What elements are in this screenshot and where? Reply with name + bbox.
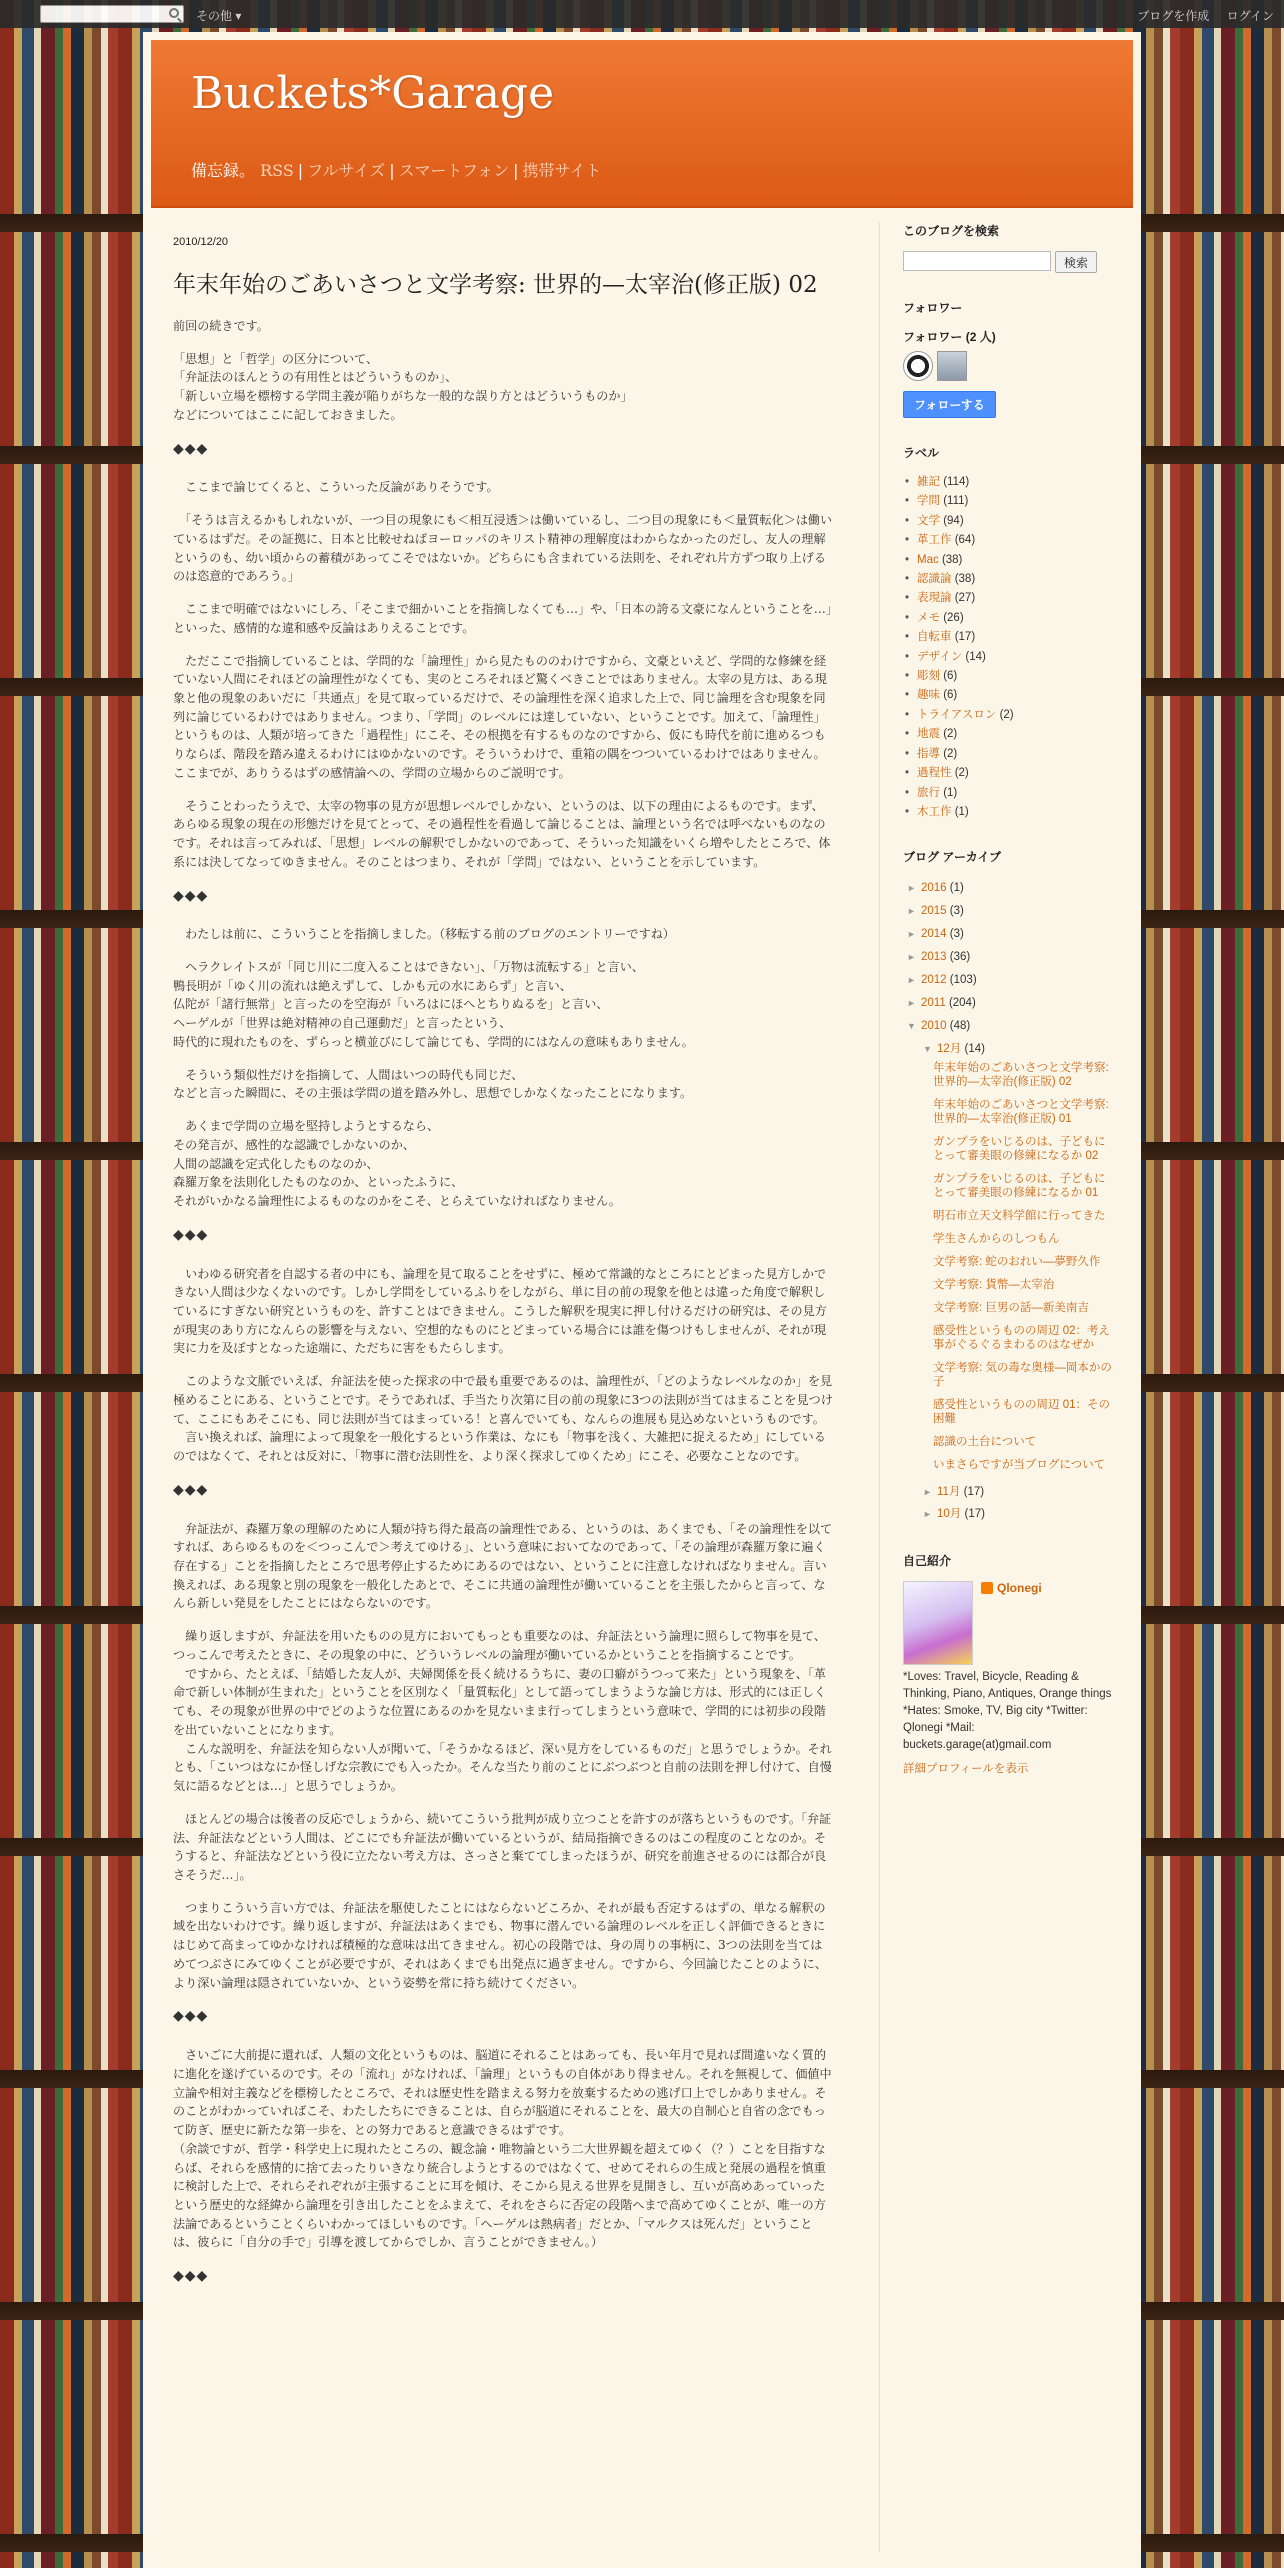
section-separator: ◆◆◆: [173, 2268, 209, 2285]
archive-title: ブログ アーカイブ: [903, 850, 1002, 865]
archive-count: (3): [949, 928, 964, 941]
archive-posts-container: [903, 1061, 1113, 1472]
label-item: [903, 667, 1113, 686]
smartphone-link[interactable]: スマートフォン: [398, 161, 510, 180]
label-count: (111): [943, 495, 969, 508]
archive-item: [903, 877, 1113, 900]
archive-list: [903, 877, 1113, 1526]
post-paragraph: そうことわったうえで、太宰の物事の見方が思想レベルでしかない、というのは、以下の理由によるものです。まず、あらゆる現象の現在の形態だけを見てとって、その過程性を看過して論じることは、論理という名では呼べないものなのです。それは言ってみれば、「思想」レベルの解釈でしかないのであって、そういった知識をいくら増やしたところで、体系には決してなってゆきません。そのことはつまり、それが「学問」ではない、ということを示しています。: [173, 798, 831, 869]
label-link[interactable]: メモ: [917, 611, 940, 624]
label-item: [903, 764, 1113, 783]
post-title[interactable]: 年末年始のごあいさつと文学考察: 世界的—太宰治(修正版) 02: [173, 272, 818, 298]
section-separator: ◆◆◆: [173, 1226, 209, 1243]
archive-item: [903, 1503, 1113, 1526]
login-link[interactable]: ログイン: [1226, 9, 1274, 23]
label-count: (6): [943, 689, 958, 702]
post-paragraph: わたしは前に、こういうことを指摘しました。（移転する前のブログのエントリーですね）: [173, 927, 675, 942]
post-paragraph: ここまで論じてくると、こういった反論がありそうです。: [173, 480, 499, 495]
blogger-icon: [981, 1582, 993, 1594]
archive-post-link[interactable]: 感受性というものの周辺 01：その困難: [933, 1398, 1110, 1425]
label-count: (38): [941, 553, 963, 566]
label-count: (2): [943, 728, 958, 741]
archive-post-item: [903, 1098, 1113, 1126]
archive-posts: [903, 1061, 1113, 1472]
archive-post-item: [903, 1361, 1113, 1389]
toggle-icon[interactable]: ►: [907, 906, 916, 917]
main-column: [173, 222, 833, 2306]
archive-link[interactable]: 2015: [921, 905, 947, 918]
labels-title: ラベル: [903, 446, 940, 460]
follow-button[interactable]: フォローする: [903, 391, 996, 418]
post-paragraph: 「思想」と「哲学」の区分について、 「弁証法のほんとうの有用性とはどういうものか」、 「新しい立場を標榜する学問主義が陥りがちな一般的な誤り方とはどういうものか」 などについてはここに記しておきました。: [173, 351, 633, 422]
archive-count: (3): [949, 905, 964, 918]
archive-post-link[interactable]: 感受性というものの周辺 02：考え事がぐるぐるまわるのはなぜか: [933, 1324, 1110, 1351]
profile-text: *Loves: Travel, Bicycle, Reading & Thinking, Piano, Antiques, Orange things *Hates: Smoke, TV, Big city *Twitter: Qlonegi *Mail: buckets.garage(at)gmail.com: [903, 1671, 1112, 1752]
profile-avatar[interactable]: [903, 1581, 973, 1665]
profile-widget: [903, 1552, 1113, 1776]
post-paragraph: 前回の続きです。: [173, 319, 269, 333]
archive-post-link[interactable]: ガンプラをいじるのは、子どもにとって審美眼の修練になるか 01: [933, 1172, 1106, 1199]
archive-count: (36): [949, 951, 971, 964]
archive-post-item: [903, 1301, 1113, 1315]
archive-count: (14): [964, 1042, 985, 1055]
archive-item: [903, 992, 1113, 1015]
archive-post-item: [903, 1324, 1113, 1352]
label-item: [903, 551, 1113, 570]
label-count: (2): [999, 708, 1014, 721]
post-paragraph: 弁証法が、森羅万象の理解のために人類が持ち得た最高の論理性である、というのは、あくまでも、「その論理性を以てすれば、あらゆるものを＜つっこんで＞考えてゆける」、という意味においてなのであって、「その論理が森羅万象に遍く存在する」ことを指摘したところで思考停止するためにあるのではない、ということに注意しなければなりません。言い換えれば、ある現象と別の現象を一般化したあとで、そこに共通の論理性が働いていることを主張したからと言って、なんら新しい発見をしたことにはならないのです。: [173, 1521, 833, 1611]
label-count: (94): [943, 514, 964, 527]
archive-link[interactable]: 11月: [937, 1485, 961, 1498]
archive-post-link[interactable]: 文学考察: 貨幣—太宰治: [933, 1278, 1055, 1291]
search-icon[interactable]: [169, 8, 179, 18]
post-paragraph: 繰り返しますが、弁証法を用いたものの見方においてもっとも重要なのは、弁証法という論理に照らして物事を見て、つっこんで考えたときに、その現象の中に、どういうレベルの論理が働いているかということを指摘することです。 ですから、たとえば、「結婚した友人が、夫婦関係を長く続けるうちに、妻の口癖がうつって来た」という現象を、「革命で新しい体制が生まれた」ということを区別なく「量質転化」として語ってしまうような論じ方は、形式的には正しくても、その現象が世界の中でどのような位置にあるのかを見ないまま行ってしまうという意味で、学問的には初歩の段階を出ていないことになります。 こんな説明を、弁証法を知らない人が聞いて、「そうかなるほど、深い見方をしているものだ」と思うでしょうか。それとも、「こいつはなにか怪しげな宗教にでも入ったか。そんな当たり前のことにぶつぶつと自前の法則を押し付けて、自慢気に語るなどとは…」と思うでしょうか。: [173, 1629, 832, 1794]
archive-post-item: [903, 1209, 1113, 1223]
toggle-icon[interactable]: ▼: [907, 1020, 916, 1031]
label-item: [903, 512, 1113, 531]
toggle-icon[interactable]: ►: [923, 1486, 932, 1497]
label-count: (2): [954, 767, 969, 780]
post-paragraph: つまりこういう言い方では、弁証法を駆使したことにはならないどころか、それが最も否定するはずの、単なる解釈の域を出ないわけです。繰り返しますが、弁証法はあくまでも、物事に潜んでいる論理のレベルを正しく評価できるときにはじめて高まってゆかなければ積極的な意味は出てきません。初心の段階では、身の周りの事柄に、3つの法則を当てはめてつぶさにみてゆくことが必要ですが、それはあくまでも出発点に過ぎません。ですから、今回論じたことのように、より深い論理は隠されていないか、という姿勢を常に持ち続けてください。: [173, 1900, 827, 1990]
post-paragraph: ここまで明確ではないにしろ、「そこまで細かいことを指摘しなくても…」や、「日本の誇る文豪になんということを…」といった、感情的な違和感や反論はありえることです。: [173, 602, 832, 635]
label-count: (27): [954, 592, 976, 605]
fullsize-link[interactable]: フルサイズ: [307, 161, 386, 180]
blog-title[interactable]: Buckets*Garage: [191, 68, 555, 119]
label-count: (1): [954, 805, 969, 818]
label-item: [903, 589, 1113, 608]
label-link[interactable]: 過程性: [917, 767, 952, 780]
archive-post-item: [903, 1278, 1113, 1292]
toggle-icon[interactable]: ►: [907, 974, 916, 985]
label-item: [903, 706, 1113, 725]
toggle-icon[interactable]: ►: [907, 883, 916, 894]
search-widget: [903, 222, 1113, 273]
archive-count: (48): [949, 1019, 971, 1032]
archive-item: [903, 1015, 1113, 1038]
archive-post-link[interactable]: 文学考察: 気の毒な奥様—岡本かの子: [933, 1361, 1112, 1388]
archive-post-link[interactable]: ガンプラをいじるのは、子どもにとって審美眼の修練になるか 02: [933, 1135, 1106, 1162]
label-link[interactable]: 指導: [917, 747, 940, 760]
label-link[interactable]: 革工作: [917, 534, 952, 547]
archive-post-link[interactable]: 年末年始のごあいさつと文学考察: 世界的—太宰治(修正版) 02: [933, 1061, 1109, 1088]
label-link[interactable]: 表現論: [917, 592, 952, 605]
post-paragraph: そういう類似性だけを指摘して、人間はいつの時代も同じだ、 などと言った瞬間に、その主張は学問の道を踏み外し、思想でしかなくなったことになります。: [173, 1067, 693, 1101]
archive-item: [903, 923, 1113, 946]
followers-widget: [903, 299, 1113, 418]
archive-post-item: [903, 1232, 1113, 1246]
followers-title: フォロワー: [903, 301, 963, 315]
view-profile-link[interactable]: 詳細プロフィールを表示: [903, 1763, 1029, 1776]
section-separator: ◆◆◆: [173, 440, 209, 457]
label-item: [903, 686, 1113, 705]
section-separator: ◆◆◆: [173, 887, 209, 904]
page-container: [143, 32, 1141, 2568]
tagline-text: 備忘録。: [191, 161, 256, 180]
blogger-navbar: [0, 0, 1284, 28]
post-date: 2010/12/20: [173, 236, 229, 248]
label-link[interactable]: 地震: [917, 728, 940, 741]
label-link[interactable]: 文学: [917, 514, 940, 527]
archive-post-link[interactable]: いまさらですが当ブログについて: [933, 1458, 1106, 1471]
post-paragraph: 「そうは言えるかもしれないが、一つ目の現象にも＜相互浸透＞は働いているし、二つ目の現象にも＜量質転化＞は働いているはずだ。その証拠に、日本と比較せねばヨーロッパのキリスト精神の理解度はわからなかったのだし、友人の理解というのも、幼い頃からの蓄積があってこそではないか。どちらにも含まれている法則を、それぞれ片方ずつ取り上げるのは恣意的であろう。」: [173, 513, 833, 584]
navbar-right: [1123, 7, 1274, 24]
archive-link[interactable]: 2013: [921, 951, 947, 964]
archive-post-link[interactable]: 文学考察: 蛇のおれい—夢野久作: [933, 1255, 1101, 1268]
label-link[interactable]: 木工作: [917, 805, 952, 818]
label-item: [903, 628, 1113, 647]
label-item: [903, 725, 1113, 744]
archive-link[interactable]: 2014: [921, 928, 947, 941]
label-item: [903, 784, 1113, 803]
section-separator: ◆◆◆: [173, 2008, 209, 2025]
follower-count: フォロワー (2 人): [903, 330, 996, 344]
label-link[interactable]: Mac: [917, 553, 939, 566]
post-paragraph: いわゆる研究者を自認する者の中にも、論理を見て取ることをせずに、極めて常識的なところにとどまった見方しかできない人間は少なくないのです。しかし学問をしているふりをしながら、単に目の前の現象を他とは違った角度で解釈しているにすぎない研究というものを、許すことはできません。こうした解釈を現実に押し付けるだけの研究は、その見方が現実のあり方になんらの影響を与えない、空想的なものにとどまっている場合には誰を傷つけもしませんが、それが現実に力を及ぼすとなった途端に、ただちに害をもたらします。: [173, 1266, 827, 1356]
post-paragraph: ただここで指摘していることは、学問的な「論理性」から見たもののわけですから、文豪といえど、学問的な修練を経ていない人間にそれほどの論理性がなくても、実のところそれほど驚くべきことではありません。太宰の見方は、ある現象と他の現象のあいだに「共通点」を見て取っているだけで、その論理性を深く追求した上で、同じ論理を含む現象を同列に論じているわけではありません。つまり、「学問」のレベルには達していない、ということです。加えて、「論理性」というものは、人類が培ってきた「過程性」にこそ、その根拠を有するものなのですから、仮にも時代を前に進めるつもりならば、階段を踏み違えるわけにはゆかないのです。そういうわけで、重箱の隅をつついているわけではありません。 ここまでが、ありうるはずの感情論への、学問の立場からのご説明です。: [173, 653, 827, 780]
profile-name-text[interactable]: Qlonegi: [997, 1581, 1042, 1596]
blog-tagline: 備忘録。 RSS | フルサイズ | スマートフォン | 携帯サイト: [191, 161, 602, 180]
archive-count: (1): [949, 882, 964, 895]
label-item: [903, 803, 1113, 822]
archive-count: (17): [964, 1508, 985, 1521]
archive-item: [903, 900, 1113, 923]
label-item: [903, 473, 1113, 492]
archive-post-item: [903, 1458, 1113, 1472]
label-count: (14): [965, 650, 986, 663]
label-link[interactable]: 趣味: [917, 689, 940, 702]
archive-post-item: [903, 1255, 1113, 1269]
post-paragraph: さいごに大前提に還れば、人類の文化というものは、脳道にそれることはあっても、長い年月で見れば間違いなく質的に進化を遂げているのです。その「流れ」がなければ、「論理」というもの自体があり得ません。それを無視して、価値中立論や相対主義などを標榜したところで、それは歴史性を踏まえる努力を放棄するための逃げ口上でしかありません。そのことがわかっていればこそ、わたしたちにできることは、自らが脳道にそれることを、最大の自制心と自省の念でもって防ぎ、歴史に新たな第一歩を、との努力であると意識できるはずです。 （余談ですが、哲学・科学史上に現れたところの、観念論・唯物論という二大世界観を超えてゆく（？）ことを目指すならば、それらを感情的に捨て去ったりいきなり統合しようとするのではなくて、せめてそれらの生成と発展の過程を慎重に検討した上で、それらそれぞれが主張することに耳を傾け、そこから見える世界を見開きし、互いが高めあっていったという歴史的な経緯から論理を引き出したことをふまえて、それをさらに否定の段階へまで高めてゆくことが、唯一の方法論であるということくらいわかってほしいものです。「ヘーゲルは熱病者」だとか、「マルクスは死んだ」ということは、彼らに「自分の手で」引導を渡してからでしか、言うことができません。）: [173, 2048, 832, 2250]
label-count: (6): [943, 670, 958, 683]
mobile-link[interactable]: 携帯サイト: [522, 161, 602, 180]
profile-title: 自己紹介: [903, 1554, 952, 1569]
label-link[interactable]: 認識論: [917, 573, 952, 586]
navbar-search-input[interactable]: [40, 5, 184, 23]
archive-post-link[interactable]: 明石市立天文科学館に行ってきた: [933, 1209, 1106, 1222]
label-item: [903, 609, 1113, 628]
archive-link[interactable]: 2012: [921, 973, 947, 986]
label-item: [903, 570, 1113, 589]
rss-link[interactable]: RSS: [260, 161, 294, 180]
label-count: (2): [943, 747, 958, 760]
toggle-icon[interactable]: ►: [923, 1509, 932, 1520]
profile-name[interactable]: [981, 1581, 1042, 1595]
archive-item: [903, 1038, 1113, 1061]
post-paragraph: このような文脈でいえば、弁証法を使った探求の中で最も重要であるのは、論理性が、「どのようなレベルなのか」を見極めることにある、ということです。そうであれば、手当たり次第に目の前の現象に3つの法則が当てはまることを見つけて、ここにもあそこにも、同じ法則が当てはまっている！と喜んでいても、なんらの進展も見込めないというものです。 言い換えれば、論理によって現象を一般化するという作業は、なにも「物事を浅く、大雑把に捉えるため」にしているのではなくて、それとは反対に、「物事に潜む法則性を、より深く探求してゆくため」にこそ、必要なことなのです。: [173, 1374, 833, 1464]
archive-post-link[interactable]: 学生さんからのしつもん: [933, 1232, 1060, 1245]
toggle-icon[interactable]: ►: [907, 997, 916, 1008]
archive-post-link[interactable]: 認識の土台について: [933, 1435, 1037, 1448]
label-link[interactable]: デザイン: [917, 650, 963, 663]
label-link[interactable]: 雑記: [917, 476, 940, 488]
post-paragraph: ほとんどの場合は後者の反応でしょうから、続いてこういう批判が成り立つことを許すのが落ちというものです。「弁証法、弁証法などという人間は、どこにでも弁証法が働いているというが、結局指摘できるのはこの程度のことなのか。そうすると、弁証法などという役に立たない考え方は、さっさと棄ててしまったほうが、研究を前進させるのには都合が良さそうだ…」。: [173, 1811, 832, 1883]
post-body: [173, 317, 833, 2288]
label-count: (114): [943, 476, 970, 488]
blog-search-input[interactable]: [903, 251, 1051, 271]
toggle-icon[interactable]: ►: [907, 929, 916, 940]
toggle-icon[interactable]: ▼: [923, 1043, 932, 1054]
label-count: (26): [943, 611, 964, 624]
archive-item: [903, 946, 1113, 969]
label-item: [903, 648, 1113, 667]
navbar-more-label[interactable]: その他: [196, 9, 233, 23]
archive-link[interactable]: 2011: [921, 996, 946, 1009]
archive-post-link[interactable]: 年末年始のごあいさつと文学考察: 世界的—太宰治(修正版) 01: [933, 1098, 1109, 1125]
label-link[interactable]: 自転車: [917, 631, 952, 644]
label-item: [903, 745, 1113, 764]
label-item: [903, 531, 1113, 550]
create-blog-link[interactable]: ブログを作成: [1137, 9, 1210, 23]
post-paragraph: ヘラクレイトスが「同じ川に二度入ることはできない」、「万物は流転する」と言い、 鴨長明が「ゆく川の流れは絶えずして、しかも元の水にあらず」と言い、 仏陀が「諸行無常」と言ったのを空海が「いろはにほへとちりぬるを」と言い、 ヘーゲルが「世界は絶対精神の自己運動だ」と言ったという、 時代的に現れたものを、ずらっと横並びにして論じても、学問的にはなんの意味もありません。: [173, 960, 694, 1049]
navbar-more-menu[interactable]: その他 ▾: [196, 9, 242, 23]
column-divider: [879, 222, 880, 2552]
archive-item: [903, 1481, 1113, 1504]
labels-list: [903, 473, 1113, 822]
label-link[interactable]: 学問: [917, 495, 940, 508]
follower-avatar[interactable]: [903, 351, 933, 381]
archive-count: (17): [963, 1485, 985, 1498]
label-count: (1): [943, 786, 958, 799]
post-paragraph: あくまで学問の立場を堅持しようとするなら、 その発言が、感性的な認識でしかないのか、 人間の認識を定式化したものなのか、 森羅万象を法則化したものなのか、といったふうに、 それがいかなる論理性によるものなのかをこそ、とらえていなければなりません。: [173, 1119, 621, 1209]
follower-avatar[interactable]: [937, 351, 967, 381]
section-separator: ◆◆◆: [173, 1481, 209, 1498]
blog-header: [151, 40, 1133, 208]
archive-link[interactable]: 2010: [921, 1019, 947, 1032]
sidebar: [903, 222, 1113, 1802]
toggle-icon[interactable]: ►: [907, 952, 916, 963]
archive-post-item: [903, 1172, 1113, 1200]
label-item: [903, 492, 1113, 511]
label-count: (17): [954, 631, 976, 644]
labels-widget: [903, 444, 1113, 822]
archive-item: [903, 969, 1113, 992]
label-link[interactable]: トライアスロン: [917, 708, 997, 721]
archive-link[interactable]: 10月: [937, 1508, 962, 1521]
label-link[interactable]: 旅行: [917, 786, 940, 799]
archive-post-item: [903, 1135, 1113, 1163]
search-button[interactable]: 検索: [1055, 251, 1097, 273]
archive-post-item: [903, 1435, 1113, 1449]
archive-count: (103): [949, 973, 977, 986]
archive-link[interactable]: 2016: [921, 882, 947, 895]
label-count: (64): [954, 534, 976, 547]
label-link[interactable]: 彫刻: [917, 670, 940, 683]
archive-post-item: [903, 1398, 1113, 1426]
label-count: (38): [954, 573, 976, 586]
search-widget-title: このブログを検索: [903, 224, 1000, 238]
archive-widget: [903, 848, 1113, 1526]
archive-post-item: [903, 1061, 1113, 1089]
archive-link[interactable]: 12月: [937, 1042, 962, 1055]
archive-count: (204): [948, 996, 976, 1009]
archive-post-link[interactable]: 文学考察: 巨男の話—新美南吉: [933, 1301, 1089, 1314]
